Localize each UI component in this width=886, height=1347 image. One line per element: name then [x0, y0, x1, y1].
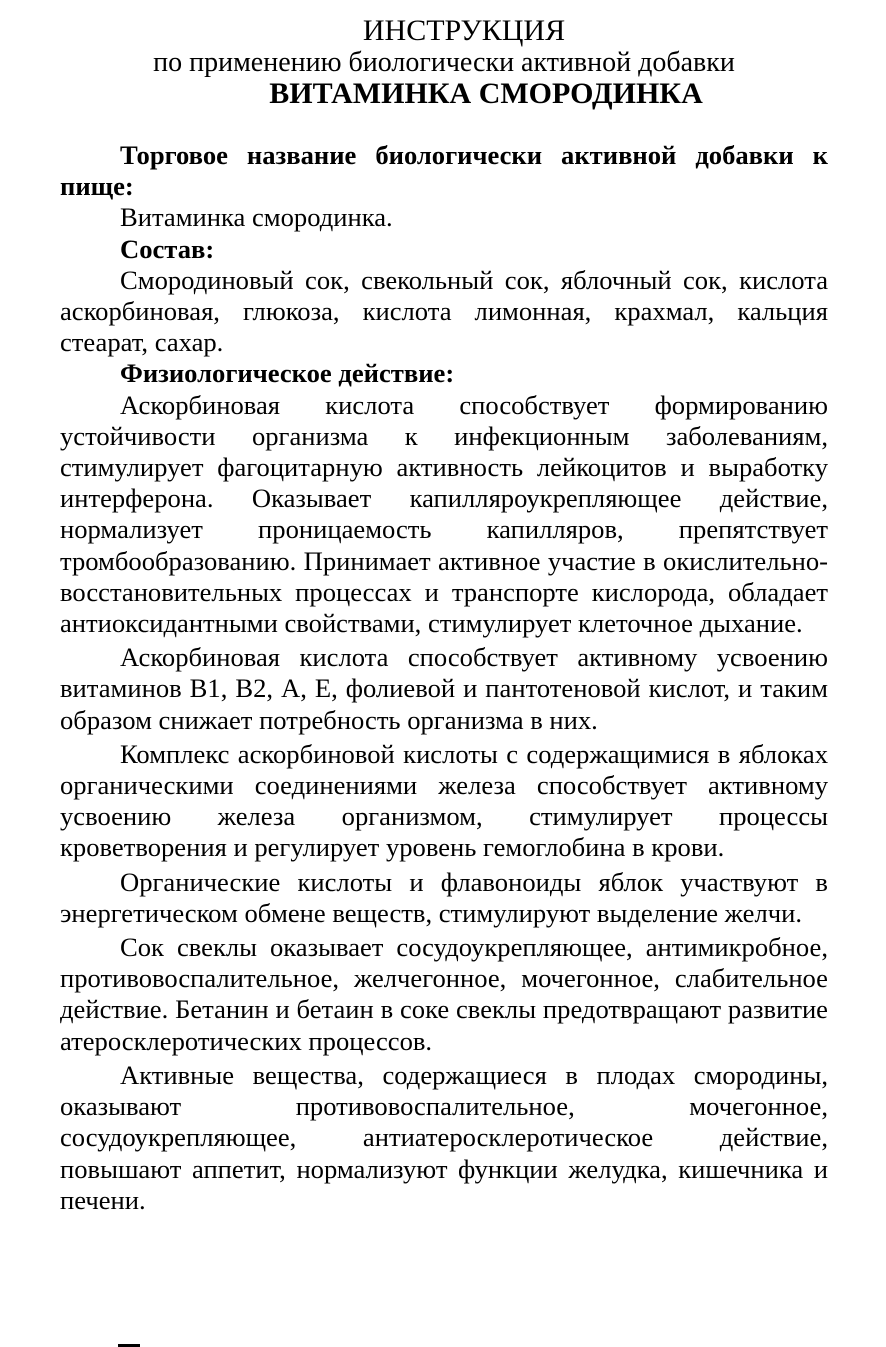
composition-value: Смородиновый сок, свекольный сок, яблочный сок, кислота аскорбиновая, глюкоза, кислота лимонная, крахмал, кальция стеарат, сахар. [60, 264, 828, 358]
instruction-page [60, 14, 828, 1216]
document-body [60, 140, 828, 1216]
product-name: ВИТАМИНКА СМОРОДИНКА [269, 77, 703, 110]
physiology-paragraph: Сок свеклы оказывает сосудоукрепляющее, антимикробное, противовоспалительное, желчегонное, мочегонное, слабительное действие. Бетанин и бетаин в соке свеклы предотвращают развитие атеросклеротических процессов. [60, 932, 828, 1056]
physiology-heading: Физиологическое действие: [120, 358, 455, 389]
physiology-paragraph: Органические кислоты и флавоноиды яблок участвуют в энергетическом обмене веществ, стимулируют выделение желчи. [60, 866, 828, 928]
physiology-paragraph: Аскорбиновая кислота способствует формированию устойчивости организма к инфекционным заболеваниям, стимулирует фагоцитарную активность лейкоцитов и выработку интерферона. Оказывает капилляроукрепляющее действие, нормализует проницаемость капилляров, препятствует тромбообразованию. Принимает активное участие в окислительно-восстановительных процессах и транспорте кислорода, обладает антиоксидантными свойствами, стимулирует клеточное дыхание. [60, 389, 828, 639]
document-title: ИНСТРУКЦИЯ [362, 14, 566, 47]
trade-name-heading: Торговое название биологически активной добавки к пище: [60, 140, 828, 202]
physiology-paragraph: Комплекс аскорбиновой кислоты с содержащимися в яблоках органическими соединениями железа способствует активному усвоению железа организмом, стимулирует процессы кроветворения и регулирует уровень гемоглобина в крови. [60, 738, 828, 863]
physiology-paragraph: Аскорбиновая кислота способствует активному усвоению витаминов В1, В2, А, Е, фолиевой и пантотеновой кислот, и таким образом снижает потребность организма в них. [60, 642, 828, 735]
composition-heading: Состав: [120, 233, 215, 264]
physiology-paragraph: Активные вещества, содержащиеся в плодах смородины, оказывают противовоспалительное, мочегонное, сосудоукрепляющее, антиатеросклеротическое действие, повышают аппетит, нормализуют функции желудка, кишечника и печени. [60, 1059, 828, 1215]
trade-name-value: Витаминка смородинка. [120, 202, 393, 233]
document-subtitle: по применению биологически активной добавки [153, 47, 735, 78]
